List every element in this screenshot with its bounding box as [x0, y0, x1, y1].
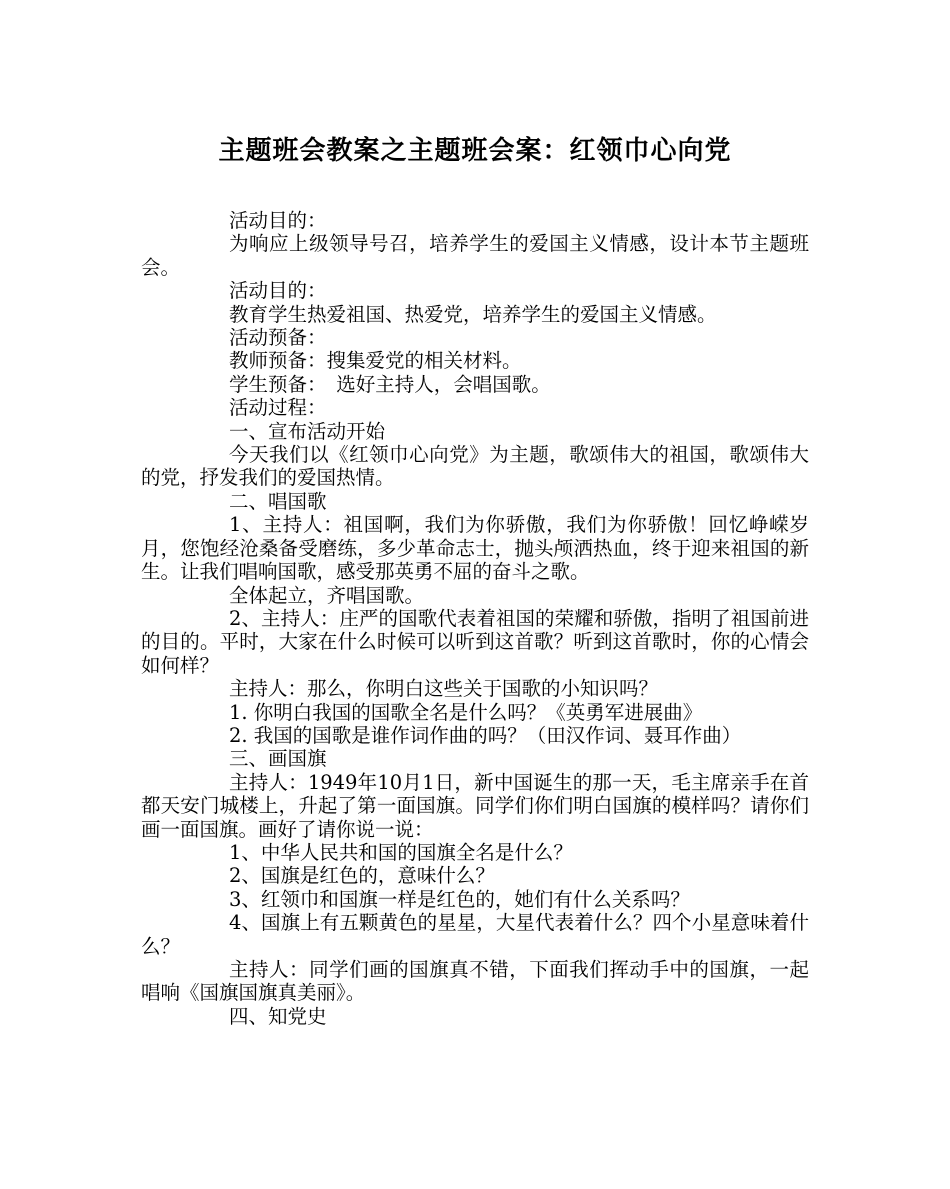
section-heading: 一、宣布活动开始 [229, 419, 386, 443]
list-item: 3、红领巾和国旗一样是红色的，她们有什么关系吗？ [229, 887, 690, 911]
section-heading: 二、唱国歌 [229, 489, 327, 513]
section-heading: 三、画国旗 [229, 747, 327, 771]
document-body [141, 209, 809, 1028]
paragraph: 活动预备： [229, 326, 327, 350]
paragraph: 教育学生热爱祖国、热爱党，培养学生的爱国主义情感。 [229, 302, 717, 326]
list-item: 4、国旗上有五颗黄色的星星，大星代表着什么？四个小星意味着什么？ [141, 911, 809, 958]
document-title: 主题班会教案之主题班会案：红领巾心向党 [218, 136, 732, 166]
paragraph: 全体起立，齐唱国歌。 [229, 583, 425, 607]
paragraph: 今天我们以《红领巾心向党》为主题，歌颂伟大的祖国，歌颂伟大的党，抒发我们的爱国热情。 [141, 443, 809, 490]
paragraph: 为响应上级领导号召，培养学生的爱国主义情感，设计本节主题班会。 [141, 232, 809, 279]
paragraph: 2、主持人：庄严的国歌代表着祖国的荣耀和骄傲，指明了祖国前进的目的。平时，大家在什么时候可以听到这首歌？听到这首歌时，你的心情会如何样？ [141, 606, 809, 677]
paragraph: 主持人：1949年10月1日，新中国诞生的那一天，毛主席亲手在首都天安门城楼上，升起了第一面国旗。同学们你们明白国旗的模样吗？请你们画一面国旗。画好了请你说一说： [141, 770, 809, 841]
paragraph: 活动目的： [229, 209, 327, 232]
list-item: 2. 我国的国歌是谁作词作曲的吗？（田汉作词、聂耳作曲） [229, 723, 742, 747]
list-item: 1、中华人民共和国的国旗全名是什么？ [229, 840, 573, 864]
paragraph: 主持人：那么，你明白这些关于国歌的小知识吗？ [229, 677, 659, 701]
list-item: 1. 你明白我国的国歌全名是什么吗？《英勇军进展曲》 [229, 700, 703, 724]
paragraph: 活动目的： [229, 279, 327, 303]
paragraph: 活动过程： [229, 396, 327, 420]
paragraph: 学生预备： 选好主持人，会唱国歌。 [229, 372, 551, 396]
paragraph: 1、主持人：祖国啊，我们为你骄傲，我们为你骄傲！回忆峥嵘岁月，您饱经沧桑备受磨练，多少革命志士，抛头颅洒热血，终于迎来祖国的新生。让我们唱响国歌，感受那英勇不屈的奋斗之歌。 [141, 513, 809, 584]
paragraph: 教师预备：搜集爱党的相关材料。 [229, 349, 522, 373]
section-heading: 四、知党史 [229, 1004, 327, 1028]
list-item: 2、国旗是红色的，意味什么？ [229, 864, 495, 888]
paragraph: 主持人：同学们画的国旗真不错，下面我们挥动手中的国旗，一起唱响《国旗国旗真美丽》。 [141, 958, 809, 1005]
